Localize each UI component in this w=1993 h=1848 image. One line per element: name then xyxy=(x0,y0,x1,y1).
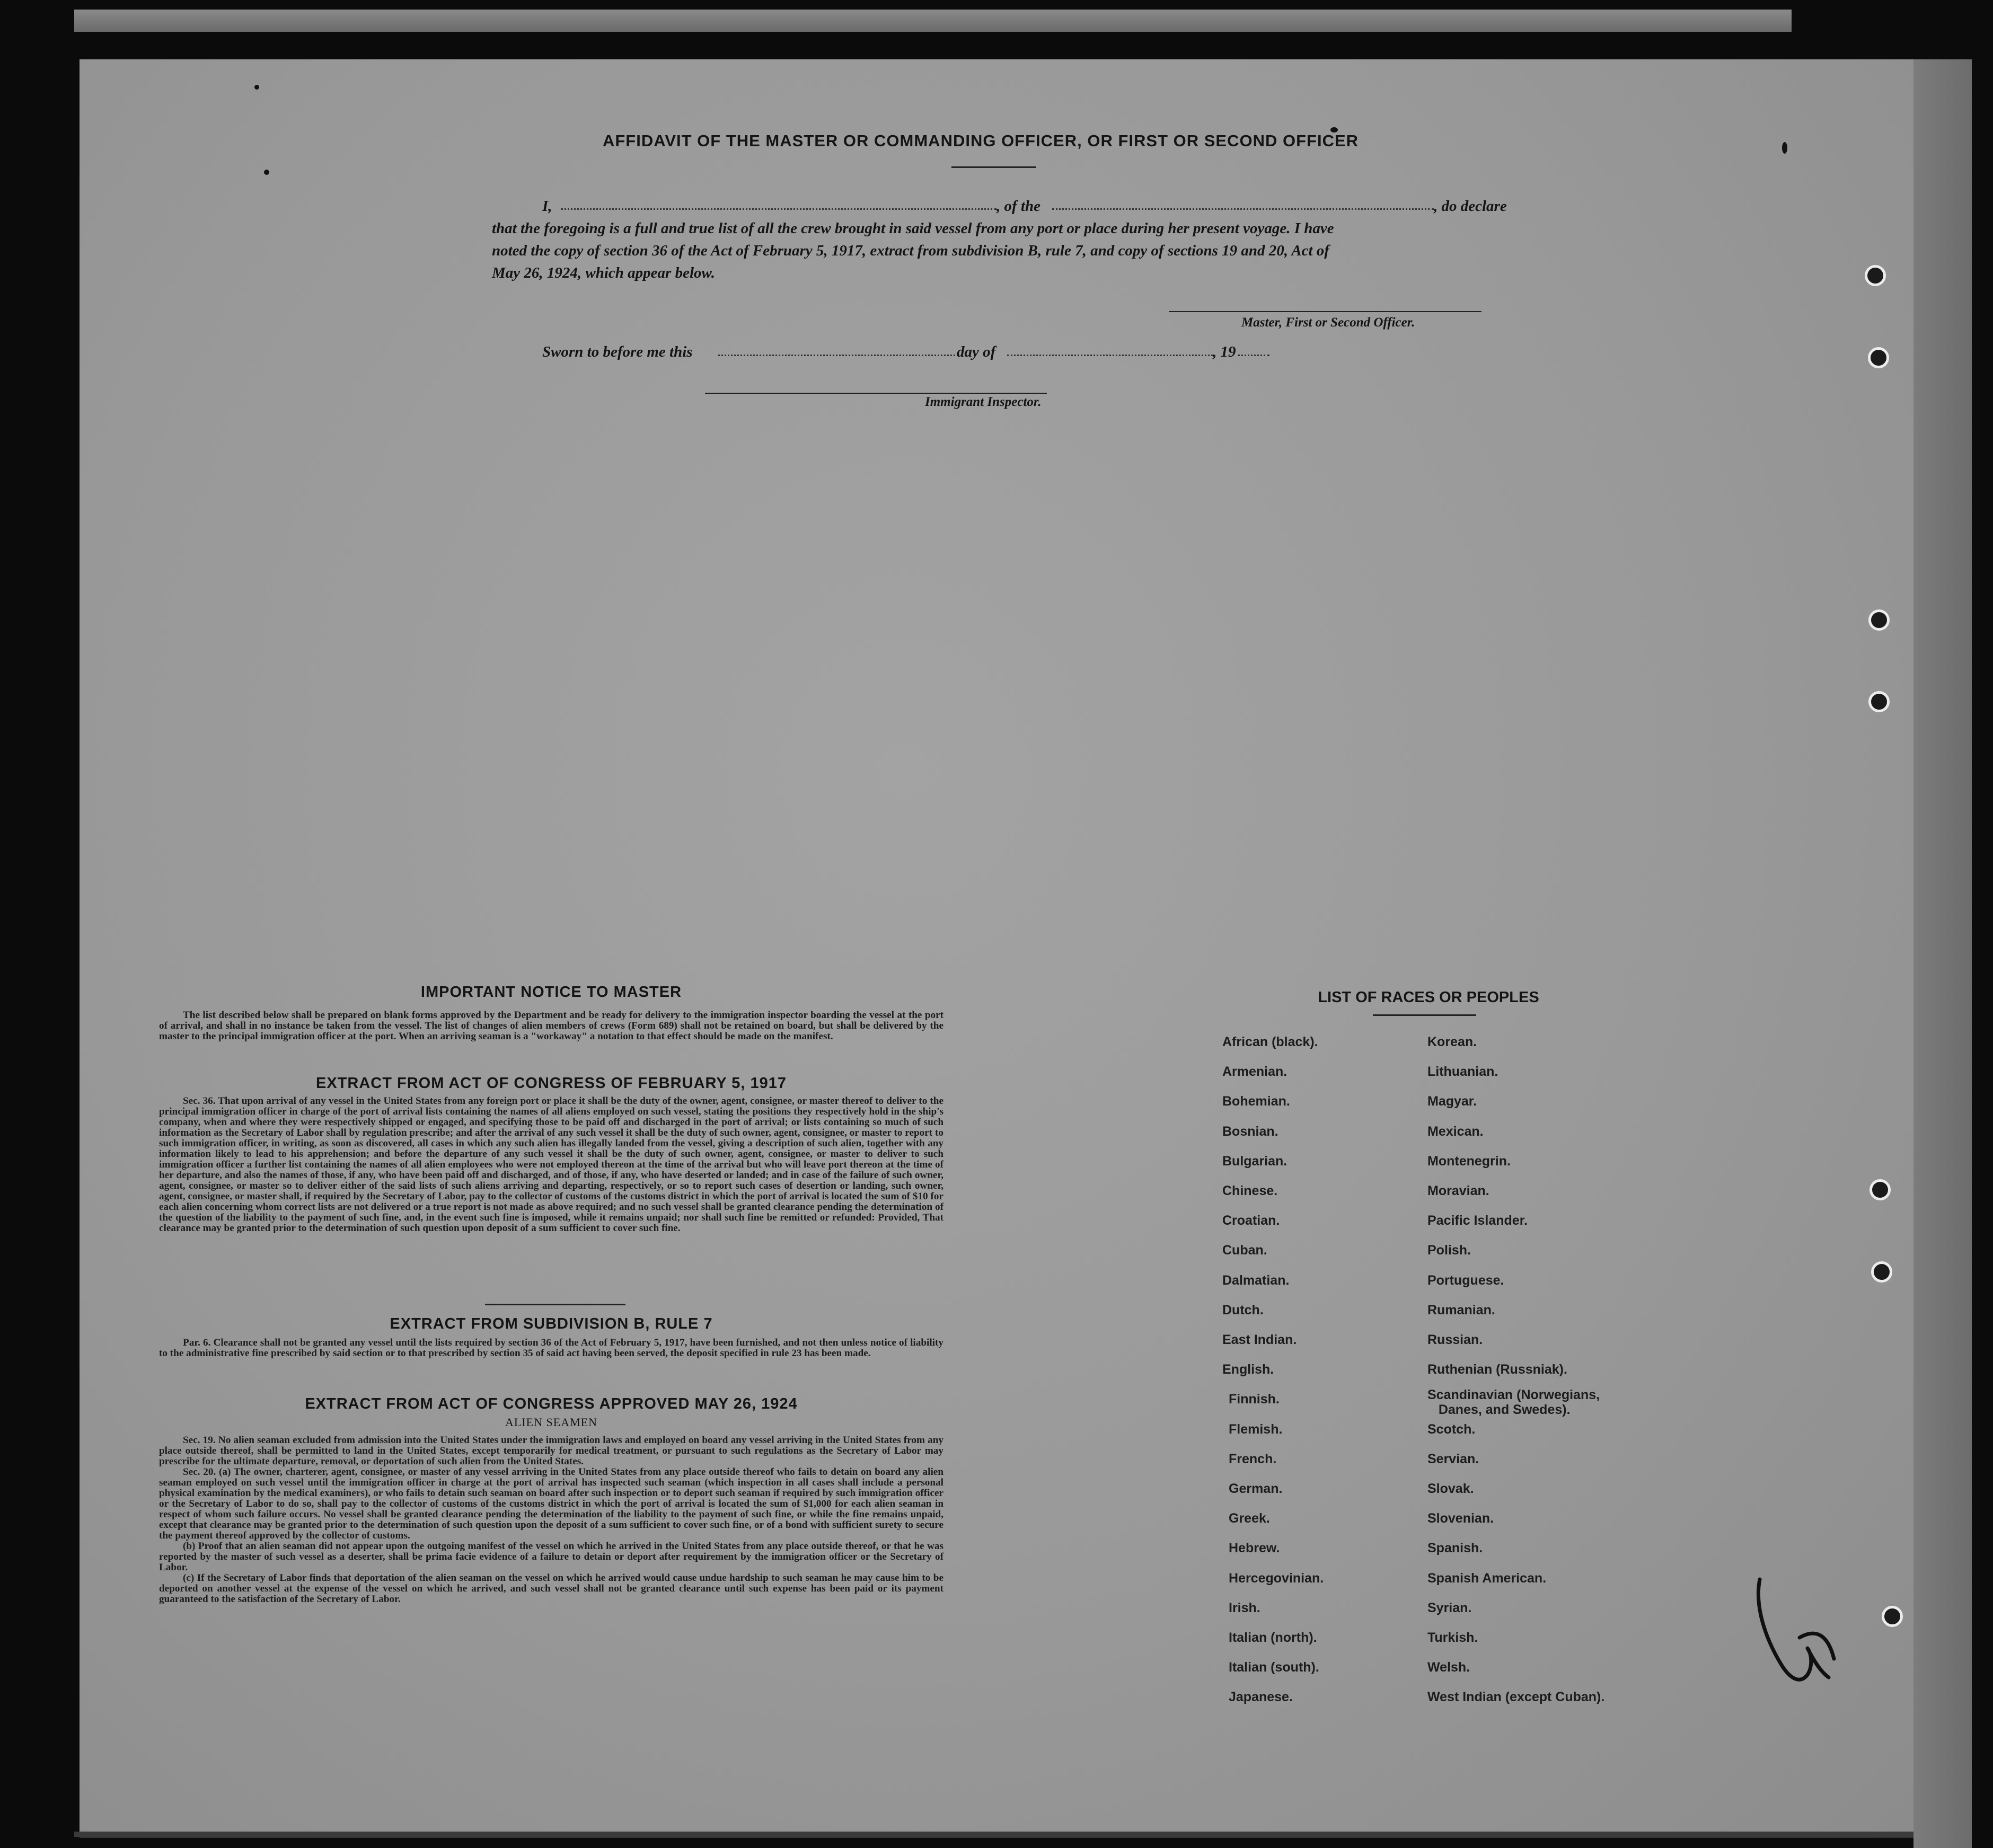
punch-hole-icon xyxy=(1865,265,1886,286)
punch-hole-icon xyxy=(1868,609,1890,631)
affidavit-line3: noted the copy of section 36 of the Act of February 5, 1917, extract from subdivision B, rule 7, and copy of sections 19 and 20, Act of xyxy=(492,242,1329,259)
race-item: African (black). xyxy=(1222,1034,1318,1049)
ink-speck xyxy=(254,85,259,90)
race-item: Italian (north). xyxy=(1229,1630,1317,1645)
race-item: Dutch. xyxy=(1222,1303,1264,1318)
race-item: Welsh. xyxy=(1427,1660,1470,1675)
punch-hole-icon xyxy=(1871,1261,1892,1283)
punch-hole-icon xyxy=(1882,1606,1903,1627)
race-item: Spanish. xyxy=(1427,1541,1483,1555)
race-item: French. xyxy=(1229,1452,1277,1466)
race-item: Mexican. xyxy=(1427,1124,1484,1139)
section-divider xyxy=(485,1304,625,1305)
name-field[interactable] xyxy=(561,208,996,210)
race-item: Finnish. xyxy=(1229,1392,1280,1407)
inspector-label: Immigrant Inspector. xyxy=(925,395,1042,409)
race-item: West Indian (except Cuban). xyxy=(1427,1690,1605,1704)
ink-speck xyxy=(264,170,269,175)
race-item: Servian. xyxy=(1427,1452,1479,1466)
race-item: Chinese. xyxy=(1222,1183,1278,1198)
right-page-edge xyxy=(1913,59,1972,1848)
affidavit-title-rule xyxy=(951,166,1036,168)
race-item: Japanese. xyxy=(1229,1690,1293,1704)
race-item: German. xyxy=(1229,1481,1283,1496)
races-title: LIST OF RACES OR PEOPLES xyxy=(1318,989,1539,1006)
sec-20a-paragraph: Sec. 20. (a) The owner, charterer, agent, consignee, or master of any vessel arriving in the United States from any place outside thereof who fails to detain on board any alien seaman employed on such vessel until the immigration officer in charge at the port of arrival has inspected such seaman (which inspection in all cases shall include a personal physical examination by the medical examiners), or who fails to detain such seaman on board after such inspection or to deport such seaman if required by such immigration officer or the Secretary of Labor to do so, shall pay to the collector of customs of the customs district in which the port of arrival is located the sum of $1,000 for each alien seaman in respect of whom such failure occurs. No vessel shall be granted clearance pending the determination of the liability to the payment of such fine, or while the fine remains unpaid, except that clearance may be granted prior to the determination of such question upon the deposit of a sum sufficient to cover such fine, or of a bond with sufficient surety to secure the payment thereof approved by the collector of customs. xyxy=(159,1466,943,1541)
affidavit-line1-of: , of the xyxy=(996,198,1040,215)
master-signature-line[interactable] xyxy=(1169,311,1481,312)
races-title-rule xyxy=(1373,1014,1476,1016)
race-item: Syrian. xyxy=(1427,1601,1472,1615)
handwritten-mark-icon xyxy=(1749,1574,1845,1696)
punch-hole-icon xyxy=(1868,347,1889,368)
race-item: Korean. xyxy=(1427,1034,1477,1049)
sec-36-paragraph: Sec. 36. That upon arrival of any vessel in the United States from any foreign port or place it shall be the duty of the owner, agent, consignee, or master thereof to deliver to the principal immigration officer in charge of the port of arrival lists containing the names of all aliens employed on such vessel, stating the positions they respectively hold in the ship's company, when and where they were respectively shipped or engaged, and specifying those to be paid off and discharged in the port of arrival; or lists containing so much of such information as the Secretary of Labor shall by regulation prescribe; and after the arrival of any such vessel it shall be the duty of such owner, agent, consignee, or master to report to such immigration officer, in writing, as soon as discovered, all cases in which any such alien has illegally landed from the vessel, giving a description of such alien, together with any information likely to lead to his apprehension; and before the departure of any such vessel it shall be the duty of such owner, agent, consignee, or master to deliver to such immigration officer a further list containing the names of all alien employees who were not employed thereon at the time of the arrival but who will leave port thereon at the time of her departure, and also the names of those, if any, who have been paid off and discharged, and of those, if any, who have deserted or landed; and in case of the failure of such owner, agent, consignee, or master so to deliver either of the said lists of such aliens arriving and departing, respectively, or so to report such cases of desertion or landing, such owner, agent, consignee, or master shall, if required by the Secretary of Labor, pay to the collector of customs of the customs district in which the port of arrival is located the sum of $10 for each alien concerning whom correct lists are not delivered or a true report is not made as above required; and no such vessel shall be granted clearance pending the determination of the question of the liability to the payment of such fine, and, in the event such fine is imposed, while it remains unpaid; nor shall such fine be remitted or refunded: Provided, That clearance may be granted prior to the determination of such question upon deposit of a sum sufficient to cover such fine. xyxy=(159,1095,943,1234)
race-item: Magyar. xyxy=(1427,1094,1477,1109)
sec-20b-paragraph: (b) Proof that an alien seaman did not appear upon the outgoing manifest of the vessel on which he arrived in the United States from any place outside thereof, or that he was reported by the master of such vessel as a deserter, shall be prima facie evidence of a failure to detain or deport after requirement by the immigration officer or the Secretary of Labor. xyxy=(159,1541,943,1573)
affidavit-line1-i: I, xyxy=(542,198,552,215)
race-item: Pacific Islander. xyxy=(1427,1213,1528,1228)
extract-1924-text xyxy=(159,1435,943,1605)
race-item: Armenian. xyxy=(1222,1064,1287,1079)
notice-paragraph: The list described below shall be prepared on blank forms approved by the Department and be ready for delivery to the immigration inspector boarding the vessel at the port of arrival, and shall in no instance be taken from the vessel. The list of changes of alien members of crews (Form 689) shall not be retained on board, but shall be delivered by the master to the principal immigration officer at the port. When an arriving seaman is a "workaway" a notation to that effect should be made on the manifest. xyxy=(159,1010,943,1042)
race-item: Turkish. xyxy=(1427,1630,1478,1645)
master-signature-label: Master, First or Second Officer. xyxy=(1241,315,1415,330)
race-item: Rumanian. xyxy=(1427,1303,1495,1318)
race-item: Dalmatian. xyxy=(1222,1273,1290,1288)
race-item: Cuban. xyxy=(1222,1243,1267,1258)
race-item: East Indian. xyxy=(1222,1332,1297,1347)
race-item: Slovak. xyxy=(1427,1481,1474,1496)
race-item: Portuguese. xyxy=(1427,1273,1504,1288)
sworn-label: Sworn to before me this xyxy=(542,343,693,360)
race-item: Hebrew. xyxy=(1229,1541,1280,1555)
ink-speck xyxy=(1782,142,1787,154)
affidavit-line4: May 26, 1924, which appear below. xyxy=(492,264,716,281)
race-item: English. xyxy=(1222,1362,1274,1377)
race-item: Slovenian. xyxy=(1427,1511,1494,1526)
race-item: Hercegovinian. xyxy=(1229,1571,1324,1586)
par-6-paragraph: Par. 6. Clearance shall not be granted any vessel until the lists required by section 36 of the Act of February 5, 1917, have been furnished, and not then unless notice of liability to the administrative fine prescribed by said section or to that prescribed by section 35 of said act having been served, the deposit specified in rule 23 has been made. xyxy=(159,1337,943,1359)
affidavit-line2: that the foregoing is a full and true list of all the crew brought in said vessel from any port or place during her present voyage. I have xyxy=(492,220,1334,237)
race-item: Flemish. xyxy=(1229,1422,1283,1437)
race-item: Montenegrin. xyxy=(1427,1154,1511,1169)
alien-seamen-subtitle: ALIEN SEAMEN xyxy=(505,1416,597,1429)
rule7-text xyxy=(159,1338,943,1359)
race-item: Lithuanian. xyxy=(1427,1064,1498,1079)
race-item: Russian. xyxy=(1427,1332,1483,1347)
vessel-field[interactable] xyxy=(1052,208,1434,210)
bottom-page-edge xyxy=(74,1832,1913,1837)
race-item: Spanish American. xyxy=(1427,1571,1547,1586)
notice-title: IMPORTANT NOTICE TO MASTER xyxy=(420,984,682,1001)
inspector-signature-line[interactable] xyxy=(705,393,1047,394)
race-item: Polish. xyxy=(1427,1243,1471,1258)
extract-1917-title: EXTRACT FROM ACT OF CONGRESS OF FEBRUARY 5, 1917 xyxy=(315,1075,787,1092)
race-item: Ruthenian (Russniak). xyxy=(1427,1362,1567,1377)
notice-text xyxy=(159,1010,943,1042)
race-item: Moravian. xyxy=(1427,1183,1489,1198)
punch-hole-icon xyxy=(1869,1179,1891,1200)
race-item: Irish. xyxy=(1229,1601,1260,1615)
sec-20c-paragraph: (c) If the Secretary of Labor finds that deportation of the alien seaman on the vessel on which he arrived would cause undue hardship to such seaman he may cause him to be deported on another vessel at the expense of the vessel on which he arrived, and such vessel shall not be granted clearance until such expense has been paid or its payment guaranteed to the satisfaction of the Secretary of Labor. xyxy=(159,1572,943,1605)
affidavit-title: AFFIDAVIT OF THE MASTER OR COMMANDING OFFICER, OR FIRST OR SECOND OFFICER xyxy=(602,131,1359,150)
race-item: Italian (south). xyxy=(1229,1660,1319,1675)
race-item: Bulgarian. xyxy=(1222,1154,1287,1169)
race-item: Scotch. xyxy=(1427,1422,1476,1437)
extract-1924-title: EXTRACT FROM ACT OF CONGRESS APPROVED MAY 26, 1924 xyxy=(305,1395,798,1412)
punch-hole-icon xyxy=(1868,691,1890,712)
extract-1917-text xyxy=(159,1096,943,1234)
day-of-label: day of xyxy=(957,343,996,360)
top-page-edge xyxy=(74,10,1792,32)
race-item: Bohemian. xyxy=(1222,1094,1290,1109)
affidavit-line1-declare: , do declare xyxy=(1434,198,1507,215)
race-item: Croatian. xyxy=(1222,1213,1280,1228)
sec-19-paragraph: Sec. 19. No alien seaman excluded from admission into the United States under the immigration laws and employed on board any vessel arriving in the United States from any place outside thereof, shall be permitted to land in the United States, except temporarily for medical treatment, or pursuant to such regulations as the Secretary of Labor may prescribe for the ultimate departure, removal, or deportation of such alien from the United States. xyxy=(159,1435,943,1467)
race-item: Scandinavian (Norwegians, Danes, and Swedes). xyxy=(1427,1387,1600,1417)
sworn-month-field[interactable] xyxy=(1007,355,1213,356)
year-label: , 19 xyxy=(1213,343,1236,360)
sworn-day-field[interactable] xyxy=(718,355,955,356)
race-item: Bosnian. xyxy=(1222,1124,1278,1139)
sworn-year-field[interactable] xyxy=(1238,355,1269,356)
rule7-title: EXTRACT FROM SUBDIVISION B, RULE 7 xyxy=(390,1315,713,1332)
race-item: Greek. xyxy=(1229,1511,1270,1526)
